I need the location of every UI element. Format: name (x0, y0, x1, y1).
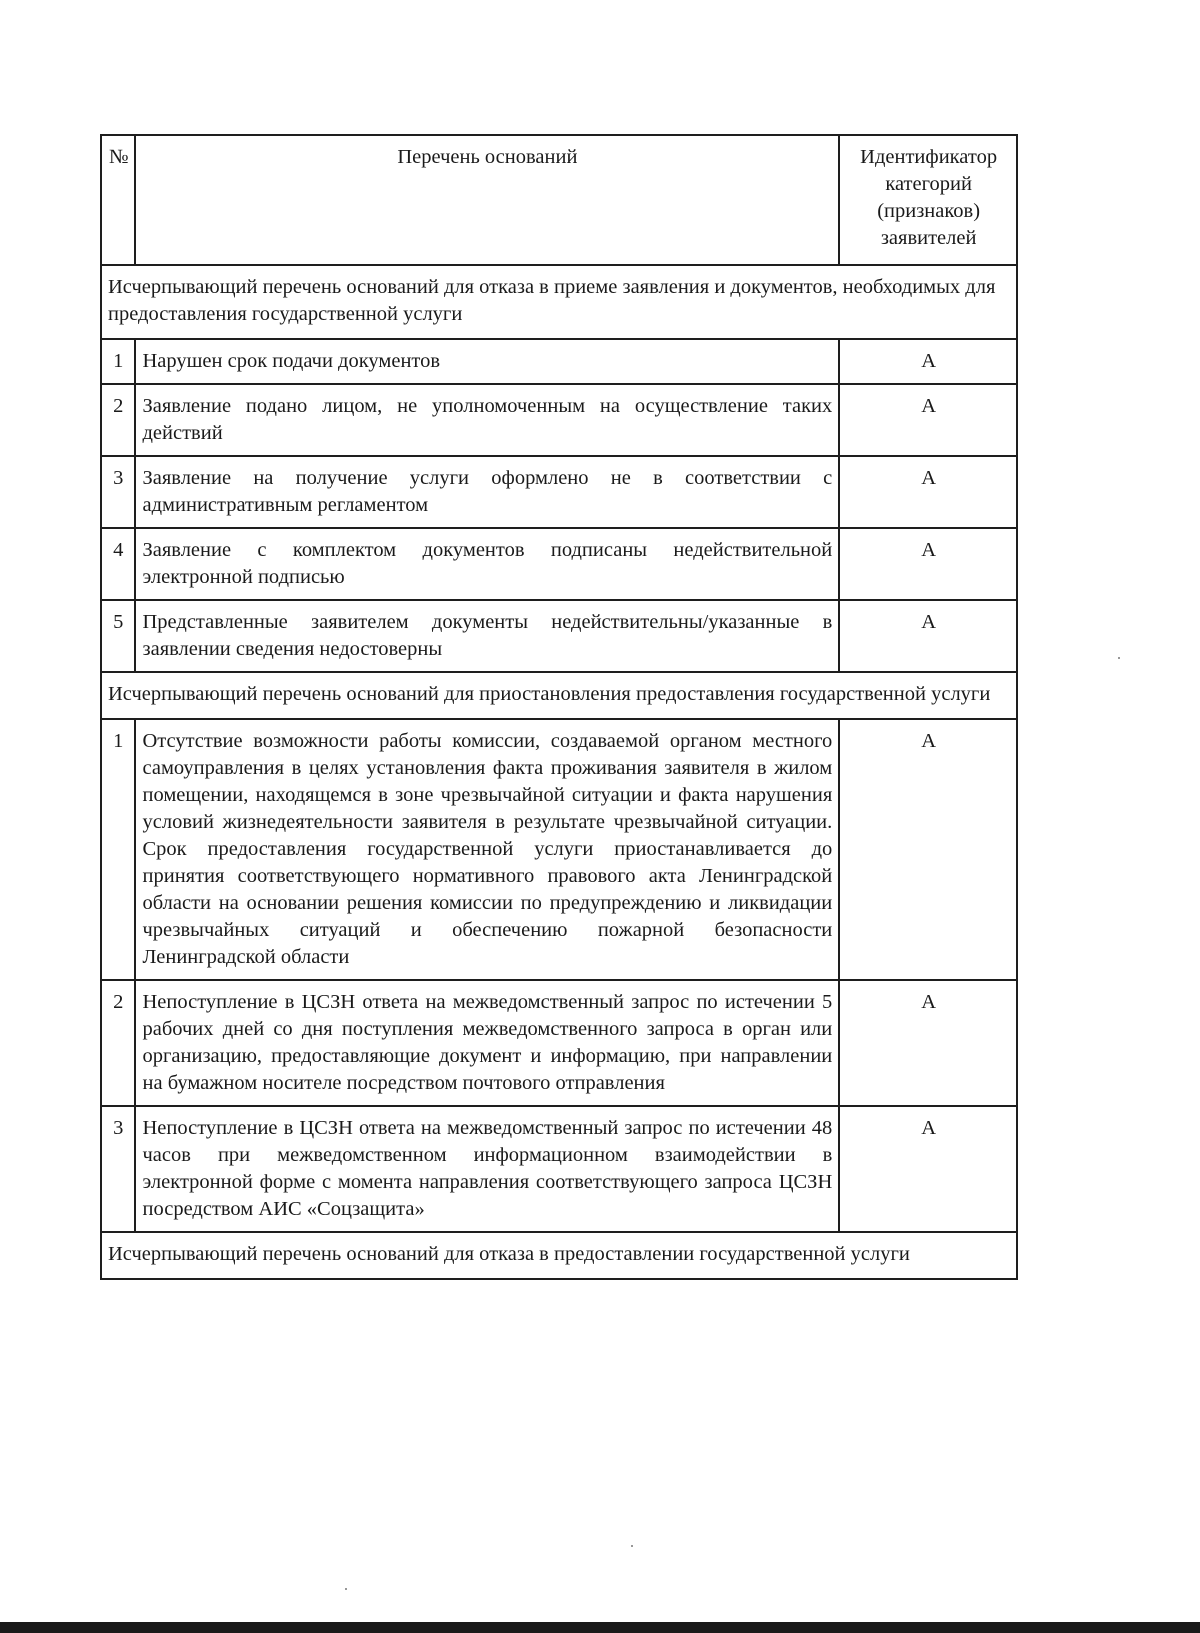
section-title-row (101, 1232, 1017, 1279)
grounds-table (100, 134, 1018, 1280)
row-number: 2 (101, 980, 135, 1106)
row-identifier: А (839, 384, 1017, 456)
table-row (101, 528, 1017, 600)
table-header (101, 135, 1017, 265)
row-number: 1 (101, 719, 135, 980)
row-number: 1 (101, 339, 135, 384)
row-number: 3 (101, 1106, 135, 1232)
row-identifier: А (839, 339, 1017, 384)
row-reason: Непоступление в ЦСЗН ответа на межведомственный запрос по истечении 48 часов при межведомственном информационном взаимодействии в электронной форме с момента направления соответствующего запроса ЦСЗН посредством АИС «Соцзащита» (135, 1106, 840, 1232)
row-identifier: А (839, 456, 1017, 528)
row-number: 5 (101, 600, 135, 672)
section-title-row (101, 672, 1017, 719)
row-identifier: А (839, 528, 1017, 600)
row-reason: Нарушен срок подачи документов (135, 339, 840, 384)
header-identifier: Идентификатор категорий (признаков) заявителей (839, 135, 1017, 265)
row-reason: Отсутствие возможности работы комиссии, создаваемой органом местного самоуправления в целях установления факта проживания заявителя в жилом помещении, находящемся в зоне чрезвычайной ситуации и факта нарушения условий жизнедеятельности заявителя в результате чрезвычайной ситуации. Срок предоставления государственной услуги приостанавливается до принятия соответствующего нормативного правового акта Ленинградской области на основании решения комиссии по предупреждению и ликвидации чрезвычайных ситуаций и обеспечению пожарной безопасности Ленинградской области (135, 719, 840, 980)
section-title-refusal-service: Исчерпывающий перечень оснований для отказа в предоставлении государственной услуги (101, 1232, 1017, 1279)
header-reason: Перечень оснований (135, 135, 840, 265)
section-title-row (101, 265, 1017, 339)
section-title-suspension: Исчерпывающий перечень оснований для приостановления предоставления государственной услуги (101, 672, 1017, 719)
row-number: 4 (101, 528, 135, 600)
table-row (101, 456, 1017, 528)
table-body (101, 265, 1017, 1279)
table-row (101, 719, 1017, 980)
table-row (101, 384, 1017, 456)
scan-speck (631, 1545, 633, 1547)
row-number: 2 (101, 384, 135, 456)
scan-speck (1118, 657, 1120, 659)
row-identifier: А (839, 1106, 1017, 1232)
row-identifier: А (839, 980, 1017, 1106)
table-row (101, 1106, 1017, 1232)
table-row (101, 339, 1017, 384)
scan-edge-bar (0, 1622, 1200, 1633)
table-row (101, 600, 1017, 672)
row-identifier: А (839, 719, 1017, 980)
row-identifier: А (839, 600, 1017, 672)
section-title-refusal-acceptance: Исчерпывающий перечень оснований для отказа в приеме заявления и документов, необходимых для предоставления государственной услуги (101, 265, 1017, 339)
header-number: № (101, 135, 135, 265)
row-reason: Непоступление в ЦСЗН ответа на межведомственный запрос по истечении 5 рабочих дней со дня поступления межведомственного запроса в орган или организацию, предоставляющие документ и информацию, при направлении на бумажном носителе посредством почтового отправления (135, 980, 840, 1106)
row-reason: Заявление с комплектом документов подписаны недействительной электронной подписью (135, 528, 840, 600)
table-row (101, 980, 1017, 1106)
row-reason: Представленные заявителем документы недействительны/указанные в заявлении сведения недостоверны (135, 600, 840, 672)
row-reason: Заявление подано лицом, не уполномоченным на осуществление таких действий (135, 384, 840, 456)
scan-speck (345, 1588, 347, 1590)
row-number: 3 (101, 456, 135, 528)
row-reason: Заявление на получение услуги оформлено не в соответствии с административным регламентом (135, 456, 840, 528)
header-row (101, 135, 1017, 265)
